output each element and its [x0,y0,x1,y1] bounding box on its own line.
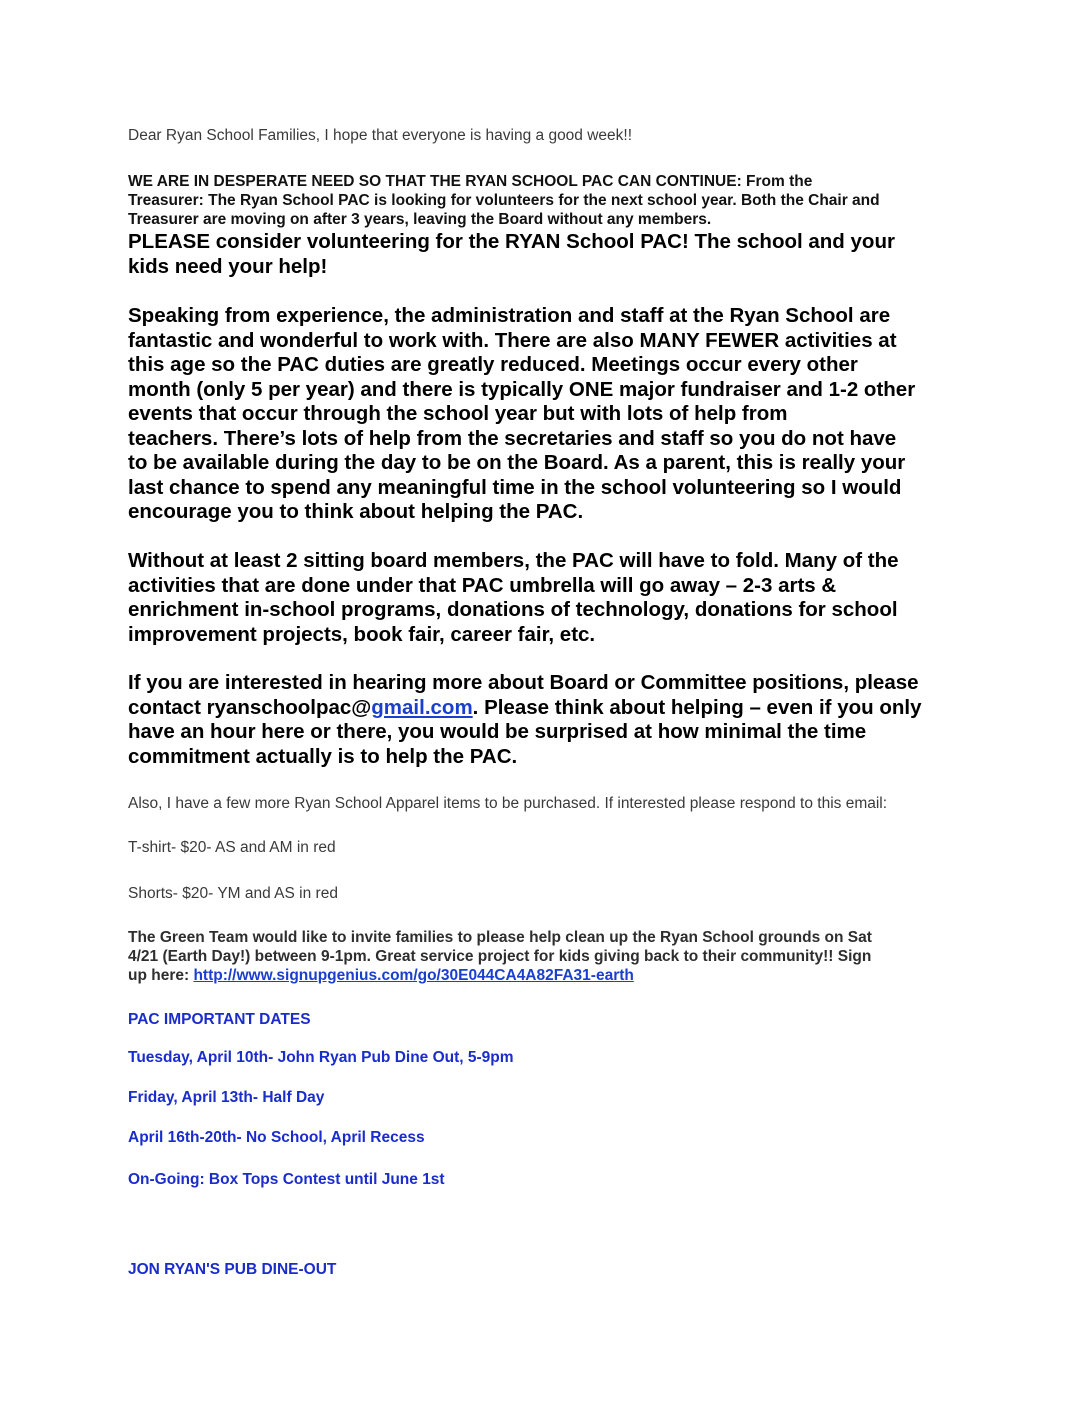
urgent-notice [128,172,968,229]
interest-line: commitment actually is to help the PAC. [128,744,518,768]
plea-line: kids need your help! [128,254,328,278]
urgent-line: Treasurer: The Ryan School PAC is looking for volunteers for the next school year. Both the Chair and [128,192,880,209]
green-team-line: The Green Team would like to invite families to please help clean up the Ryan School grounds on Sat [128,929,872,946]
experience-paragraph [128,304,968,525]
fold-line: enrichment in-school programs, donations of technology, donations for school [128,598,898,621]
dates-heading: PAC IMPORTANT DATES [128,1011,311,1028]
interest-paragraph [128,671,968,769]
urgent-line: Treasurer are moving on after 3 years, leaving the Board without any members. [128,211,712,228]
gmail-link[interactable]: gmail.com [371,695,473,719]
urgent-line: WE ARE IN DESPERATE NEED SO THAT THE RYAN SCHOOL PAC CAN CONTINUE: From the [128,173,813,190]
fold-line: improvement projects, book fair, career fair, etc. [128,622,596,646]
green-team-paragraph [128,928,968,985]
experience-line: teachers. There’s lots of help from the secretaries and staff so you do not have [128,426,897,450]
experience-line: last chance to spend any meaningful time in the school volunteering so I would [128,475,902,499]
contact-text: contact ryanschoolpac@ [128,695,372,719]
experience-line: this age so the PAC duties are greatly reduced. Meetings occur every other [128,353,858,376]
plea-line: PLEASE consider volunteering for the RYAN School PAC! The school and your [128,230,895,253]
experience-line: Speaking from experience, the administration and staff at the Ryan School are [128,304,891,327]
experience-line: month (only 5 per year) and there is typically ONE major fundraiser and 1-2 other [128,377,916,401]
fold-line: activities that are done under that PAC umbrella will go away – 2-3 arts & [128,573,837,597]
letter-page [128,0,968,1408]
green-team-line: 4/21 (Earth Day!) between 9-1pm. Great service project for kids giving back to their community!! Sign [128,948,872,965]
green-team-line [128,966,968,985]
apparel-shorts: Shorts- $20- YM and AS in red [128,885,338,902]
experience-line: encourage you to think about helping the PAC. [128,500,584,523]
apparel-intro: Also, I have a few more Ryan School Apparel items to be purchased. If interested please respond to this email: [128,795,888,812]
signup-label: up here: [128,967,194,984]
contact-text-after: . Please think about helping – even if you only [472,695,922,719]
experience-line: to be available during the day to be on the Board. As a parent, this is really your [128,451,906,474]
date-item: April 16th-20th- No School, April Recess [128,1129,425,1146]
fold-line: Without at least 2 sitting board members, the PAC will have to fold. Many of the [128,549,899,572]
interest-line [128,696,968,721]
greeting: Dear Ryan School Families, I hope that everyone is having a good week!! [128,127,633,144]
dine-out-heading: JON RYAN'S PUB DINE-OUT [128,1261,337,1278]
signup-link[interactable]: http://www.signupgenius.com/go/30E044CA4A82FA31-earth [193,967,634,984]
date-item: Tuesday, April 10th- John Ryan Pub Dine Out, 5-9pm [128,1049,514,1066]
fold-paragraph [128,549,968,647]
volunteer-plea [128,230,968,279]
apparel-tshirt: T-shirt- $20- AS and AM in red [128,839,336,856]
date-item: Friday, April 13th- Half Day [128,1089,325,1106]
experience-line: events that occur through the school year but with lots of help from [128,402,788,425]
date-item: On-Going: Box Tops Contest until June 1st [128,1171,445,1188]
interest-line: If you are interested in hearing more about Board or Committee positions, please [128,671,919,694]
experience-line: fantastic and wonderful to work with. There are also MANY FEWER activities at [128,328,897,352]
interest-line: have an hour here or there, you would be surprised at how minimal the time [128,720,867,743]
